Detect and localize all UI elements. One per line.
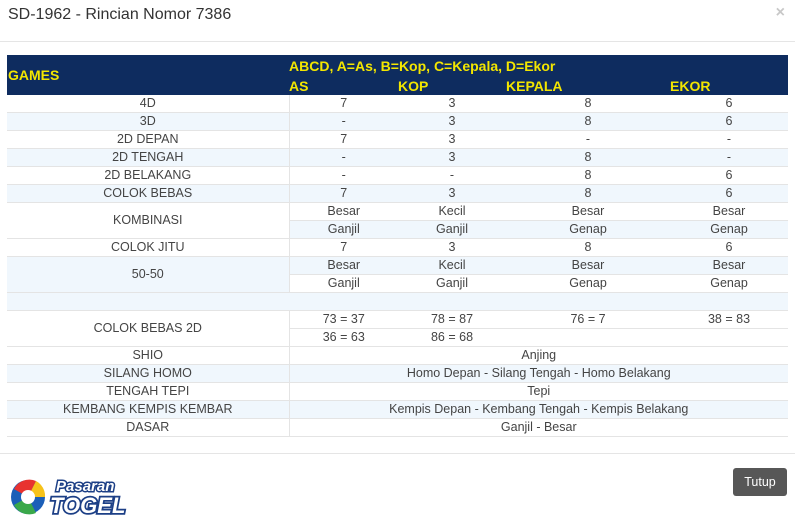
close-icon[interactable]: × [775,4,785,21]
table-row [7,419,788,437]
modal-footer [0,453,795,524]
cell: 8 [506,113,670,131]
group-header: ABCD, A=As, B=Kop, C=Kepala, D=Ekor [289,55,788,77]
cell: - [398,167,506,185]
cell: - [289,167,398,185]
table-row [7,113,788,131]
cell: Anjing [289,347,788,365]
game-label: COLOK BEBAS 2D [7,311,289,347]
cell: - [289,149,398,167]
cell: - [670,149,788,167]
table-row [7,311,788,329]
table-row [7,257,788,275]
cell: 8 [506,149,670,167]
close-button[interactable]: Tutup [733,468,787,496]
cell: 3 [398,239,506,257]
cell: 3 [398,113,506,131]
cell: 3 [398,149,506,167]
cell: Ganjil [289,275,398,293]
cell: - [289,113,398,131]
table-row [7,167,788,185]
game-label: SHIO [7,347,289,365]
cell: 73 = 37 [289,311,398,329]
logo-text-line1: Pasaran [56,478,115,495]
cell: 7 [289,185,398,203]
cell: 7 [289,131,398,149]
cell: Ganjil [398,275,506,293]
cell: 8 [506,95,670,113]
cell: 78 = 87 [398,311,506,329]
cell: Homo Depan - Silang Tengah - Homo Belakang [289,365,788,383]
table-row [7,365,788,383]
logo-text-line2: TOGEL [50,493,126,518]
cell: Besar [289,257,398,275]
cell: Kecil [398,257,506,275]
cell: Ganjil [289,221,398,239]
cell: Besar [289,203,398,221]
pasaran-togel-logo [6,467,146,519]
cell: Besar [506,203,670,221]
cell: Genap [506,275,670,293]
cell: Tepi [289,383,788,401]
game-label: KOMBINASI [7,203,289,239]
cell: 7 [289,239,398,257]
game-label: 2D DEPAN [7,131,289,149]
table-row [7,383,788,401]
game-label: TENGAH TEPI [7,383,289,401]
cell: Besar [506,257,670,275]
game-label: KEMBANG KEMPIS KEMBAR [7,401,289,419]
game-label: 2D TENGAH [7,149,289,167]
games-header: GAMES [7,55,289,95]
cell: 6 [670,185,788,203]
cell: - [670,131,788,149]
game-label: 3D [7,113,289,131]
cell: Genap [670,221,788,239]
game-label: 2D BELAKANG [7,167,289,185]
game-label: DASAR [7,419,289,437]
cell: Genap [670,275,788,293]
cell: 38 = 83 [670,311,788,329]
cell: Kempis Depan - Kembang Tengah - Kempis Belakang [289,401,788,419]
cell: 8 [506,185,670,203]
cell: 8 [506,167,670,185]
table-row [7,149,788,167]
cell: Besar [670,203,788,221]
cell: Besar [670,257,788,275]
cell: - [506,131,670,149]
result-detail-table [7,55,788,437]
col-ekor: EKOR [670,77,788,95]
cell: Ganjil - Besar [289,419,788,437]
cell [670,329,788,347]
cell: 6 [670,95,788,113]
col-kop: KOP [398,77,506,95]
game-label: COLOK BEBAS [7,185,289,203]
cell: 86 = 68 [398,329,506,347]
table-row [7,203,788,221]
cell: 3 [398,185,506,203]
cell: Kecil [398,203,506,221]
cell: Ganjil [398,221,506,239]
table-row [7,401,788,419]
cell: 6 [670,113,788,131]
cell: 6 [670,167,788,185]
cell: 3 [398,95,506,113]
table-row [7,239,788,257]
game-label: SILANG HOMO [7,365,289,383]
col-kepala: KEPALA [506,77,670,95]
modal-body [0,42,795,437]
cell: 7 [289,95,398,113]
table-row [7,347,788,365]
table-row [7,95,788,113]
table-row [7,185,788,203]
cell: Genap [506,221,670,239]
col-as: AS [289,77,398,95]
cell: 3 [398,131,506,149]
table-row [7,131,788,149]
game-label: 4D [7,95,289,113]
cell: 8 [506,239,670,257]
game-label: 50-50 [7,257,289,293]
modal-title: SD-1962 - Rincian Nomor 7386 [8,6,232,23]
cell: 36 = 63 [289,329,398,347]
cell: 76 = 7 [506,311,670,329]
cell: 6 [670,239,788,257]
cell [506,329,670,347]
game-label: COLOK JITU [7,239,289,257]
empty-row [7,293,788,311]
modal-header [0,0,795,42]
